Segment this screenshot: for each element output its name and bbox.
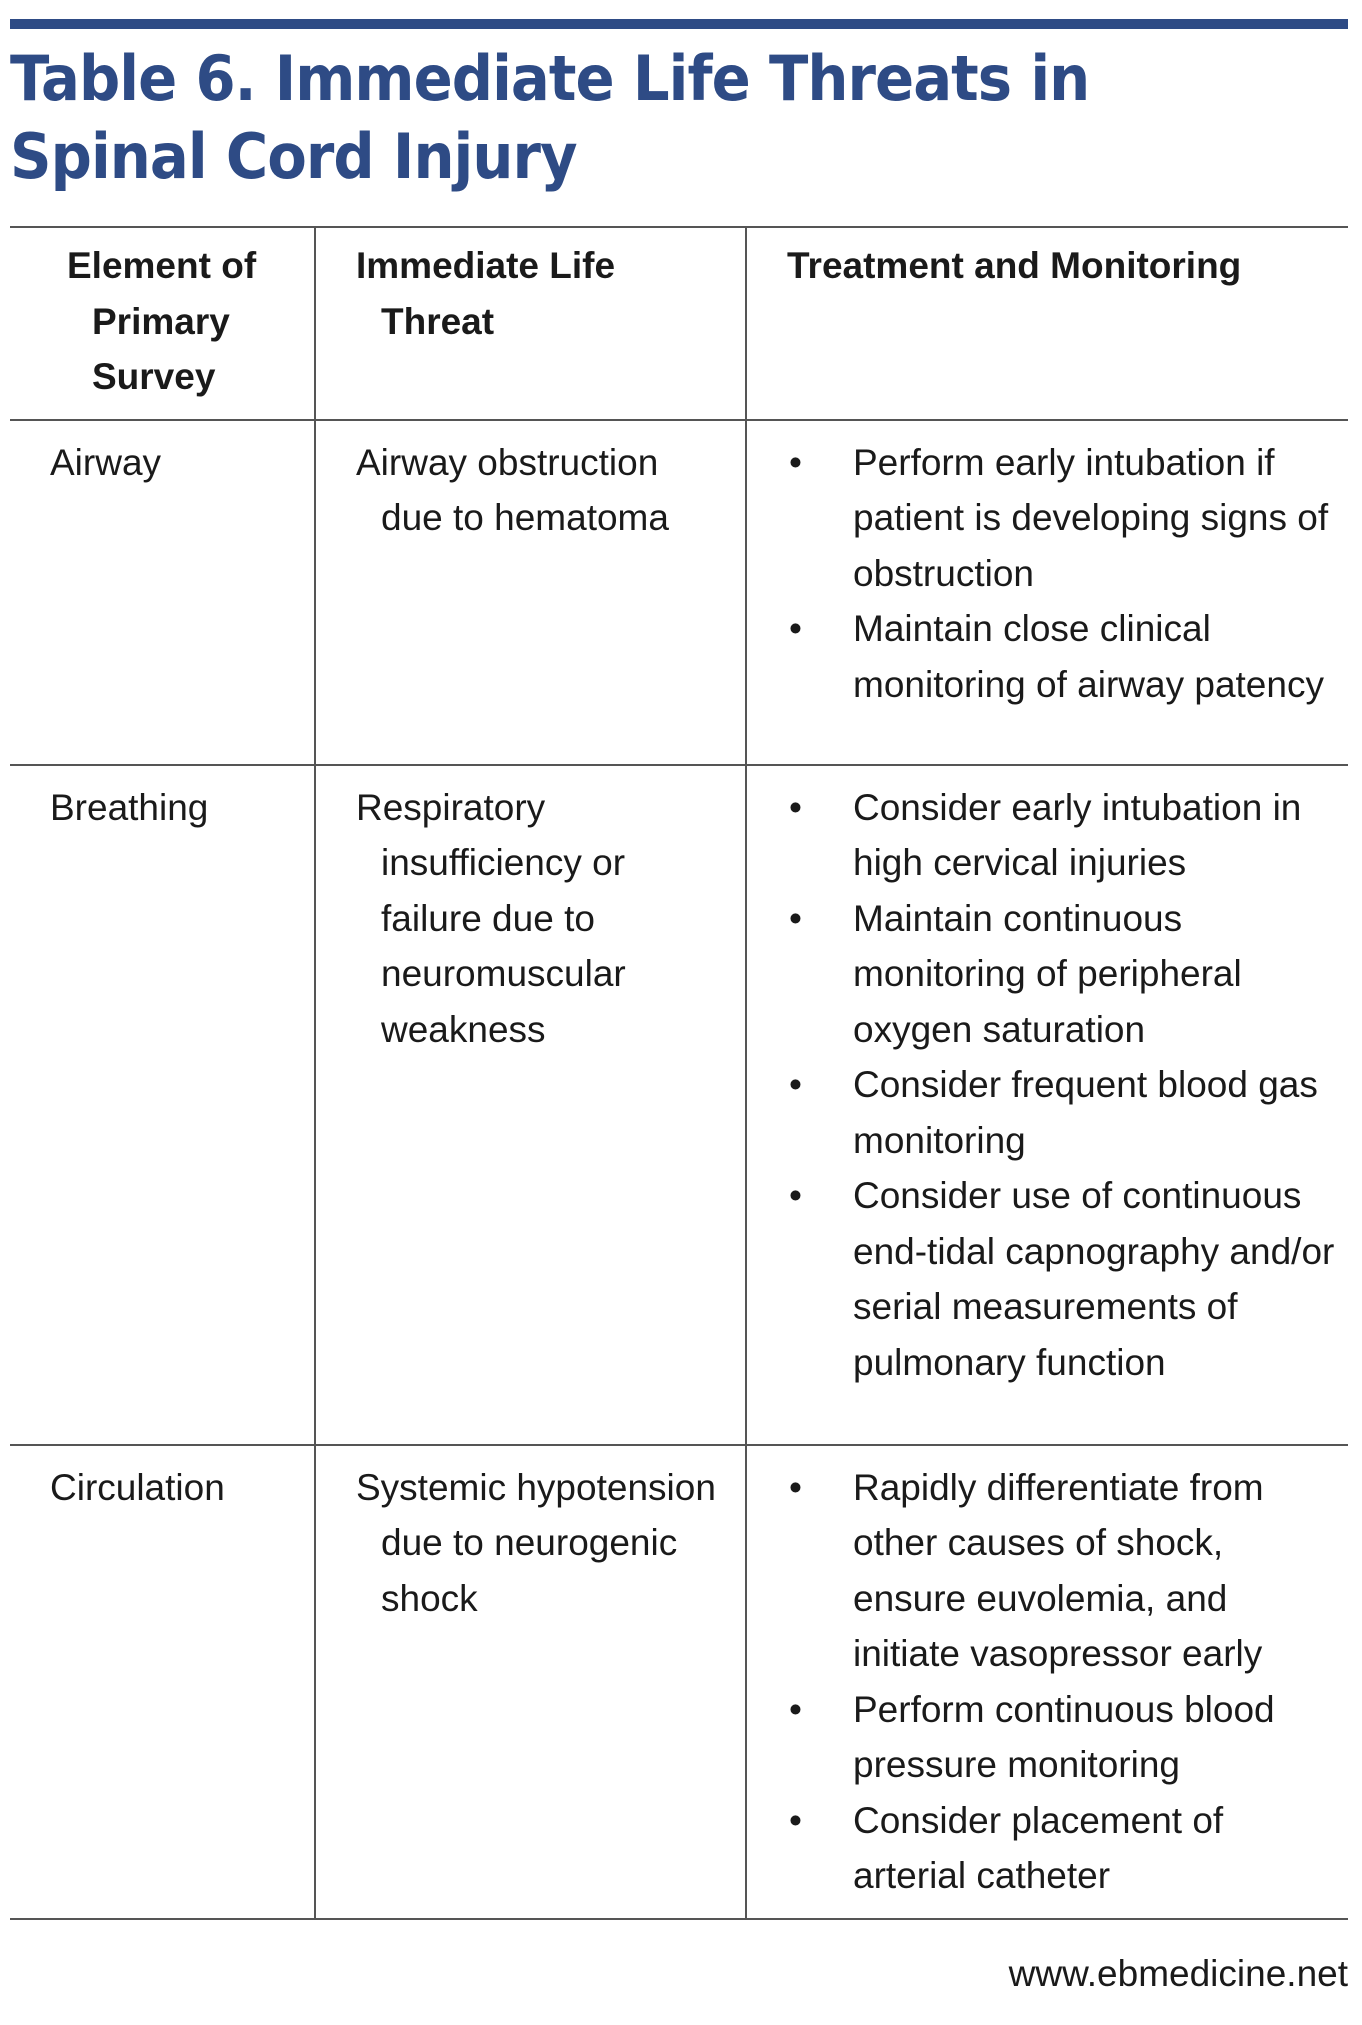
treatment-item: • Perform early intubation if patient is developing signs of obstruction	[785, 435, 1338, 602]
treatment-item: • Consider use of continuous end-tidal capnography and/or serial measurements of pulmonary function	[785, 1168, 1338, 1390]
table-header-row	[10, 227, 1348, 420]
top-accent-bar	[10, 19, 1348, 29]
cell-element: Breathing	[50, 786, 209, 828]
cell-treatment	[746, 765, 1348, 1445]
bullet-icon: •	[789, 1064, 802, 1105]
bullet-icon: •	[789, 1175, 802, 1216]
cell-treatment	[746, 420, 1348, 765]
footer-url: www.ebmedicine.net	[1008, 1953, 1348, 1994]
header-treatment: Treatment and Monitoring	[746, 227, 1348, 420]
cell-threat: Systemic hypotension due to neurogenic shock	[315, 1445, 746, 1919]
bullet-icon: •	[789, 441, 802, 483]
table-row	[10, 1445, 1348, 1919]
bullet-icon: •	[789, 1466, 802, 1508]
treatment-item: • Perform continuous blood pressure monitoring	[785, 1682, 1338, 1793]
header-element: Element of Primary Survey	[67, 245, 257, 397]
table-row	[10, 765, 1348, 1445]
cell-element: Circulation	[50, 1466, 225, 1508]
treatment-item: • Consider placement of arterial catheter	[785, 1793, 1338, 1904]
cell-treatment	[746, 1445, 1348, 1919]
cell-threat: Respiratory insufficiency or failure due to neuromuscular weakness	[315, 765, 746, 1445]
treatment-item: • Maintain continuous monitoring of peripheral oxygen saturation	[785, 891, 1338, 1058]
bullet-icon: •	[789, 608, 802, 649]
bullet-icon: •	[789, 897, 802, 939]
cell-element: Airway	[50, 441, 162, 483]
treatment-item: • Rapidly differentiate from other causes of shock, ensure euvolemia, and initiate vasopressor early	[785, 1460, 1338, 1682]
cell-threat: Airway obstruction due to hematoma	[315, 420, 746, 765]
table-row	[10, 420, 1348, 765]
life-threats-table	[10, 226, 1348, 1920]
header-threat: Immediate Life Threat	[315, 227, 746, 420]
bullet-icon: •	[789, 1688, 802, 1730]
table-title: Table 6. Immediate Life Threats in Spinal Cord Injury	[10, 42, 1090, 193]
treatment-item: • Maintain close clinical monitoring of airway patency	[785, 601, 1338, 712]
bullet-icon: •	[789, 1799, 802, 1841]
treatment-item: • Consider frequent blood gas monitoring	[785, 1057, 1338, 1168]
treatment-item: • Consider early intubation in high cervical injuries	[785, 780, 1338, 891]
bullet-icon: •	[789, 786, 802, 828]
